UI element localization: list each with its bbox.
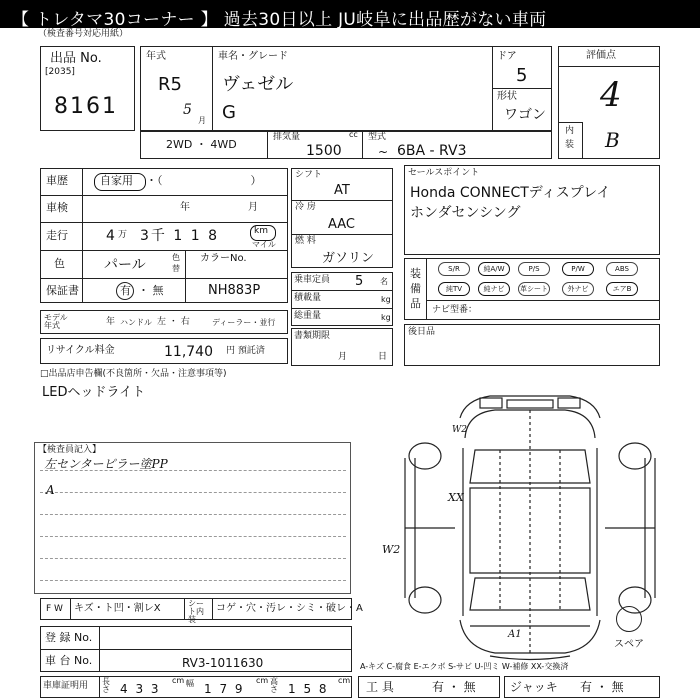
hgt-label: 高さ — [270, 677, 278, 694]
era: R5 — [158, 74, 182, 95]
capacity-label: 乗車定員 — [294, 275, 331, 285]
cm-1: cm — [172, 676, 185, 685]
color-change-1: 色 — [172, 253, 180, 262]
damage-w2-side: W2 — [382, 543, 401, 556]
warranty-rest: ・ 無 — [138, 284, 164, 297]
equip-label-3: 品 — [410, 297, 421, 310]
score-label: 評価点 — [586, 50, 616, 61]
weight-label: 総重量 — [294, 311, 322, 321]
fuel-label: 燃 料 — [295, 236, 316, 246]
mileage-label: 走行 — [46, 229, 68, 242]
shift: AT — [334, 183, 350, 198]
wid-label: 幅 — [186, 679, 194, 688]
len-label: 長さ — [102, 677, 110, 694]
equipment-item: エアB — [606, 282, 638, 296]
displacement: 1500 — [306, 143, 342, 159]
inspector-label: 【検査員記入】 — [38, 445, 102, 455]
lot-label: 出品 No. — [50, 51, 102, 66]
tools-value: 有 ・ 無 — [432, 680, 476, 694]
fuel: ガソリン — [322, 251, 375, 266]
later-label: 後日品 — [408, 327, 436, 337]
history-label: 車歴 — [46, 174, 68, 187]
score: 4 — [600, 75, 622, 115]
capacity: 5 — [355, 274, 364, 289]
model: 6BA - RV3 — [397, 143, 467, 159]
load-label: 積載量 — [294, 293, 322, 303]
month-value: 5 — [183, 102, 192, 118]
inspection-year-unit: 年 — [180, 202, 190, 213]
year-label: 年式 — [146, 51, 166, 62]
shape: ワゴン — [504, 107, 546, 123]
cm-3: cm — [338, 676, 351, 685]
warranty-label: 保証書 — [46, 284, 79, 297]
inspection-month-unit: 月 — [248, 202, 258, 213]
weight-unit: kg — [381, 313, 391, 322]
month-unit: 月 — [198, 116, 206, 125]
inspector-line-2: A — [46, 483, 55, 497]
color-no: NH883P — [208, 283, 261, 298]
sales-label: セールスポイント — [408, 168, 480, 178]
handle: 左 ・ 右 — [157, 317, 190, 327]
wid-value: 1 7 9 — [204, 682, 245, 696]
seat-label: シート内装 — [188, 599, 204, 624]
name-label: 車名・グレード — [218, 51, 288, 62]
cert-label: 車庫証明用 — [43, 681, 89, 691]
grade: G — [222, 102, 236, 123]
inspector-line-1: 左センターピラー塗PP — [44, 457, 168, 471]
hgt-value: 1 5 8 — [288, 682, 329, 696]
ac: AAC — [328, 217, 355, 232]
cm-2: cm — [256, 676, 269, 685]
equipment-item: S/R — [438, 262, 470, 276]
car-name: ヴェゼル — [222, 74, 294, 95]
color-label: 色 — [54, 257, 65, 270]
damage-legend: A-キズ C-腐食 E-エクボ S-サビ U-凹ミ W-補修 XX-交換済 — [360, 662, 569, 671]
recycle-unit: 円 預託済 — [226, 346, 265, 356]
banner-text: 【 トレタマ30コーナー 】 過去30日以上 JU岐阜に出品歴がない車両 — [12, 10, 547, 30]
equip-label-2: 備 — [410, 282, 421, 295]
handle-label: ハンドル — [120, 318, 152, 327]
jack-label: ジャッキ — [510, 680, 558, 694]
mile-unit: マイル — [252, 240, 276, 249]
sub-note: （検査番号対応用紙） — [38, 29, 129, 39]
man-unit: 万 — [118, 230, 128, 240]
notes: LEDヘッドライト — [42, 385, 146, 400]
capacity-unit: 名 — [380, 277, 388, 286]
lot-small: [2035] — [45, 67, 75, 77]
model-year-label: モデル年式 — [44, 313, 68, 330]
interior-score: B — [605, 128, 620, 152]
equipment-item: 純ナビ — [478, 282, 510, 296]
ac-label: 冷 房 — [295, 202, 316, 212]
reg-label: 登 録 No. — [45, 631, 93, 644]
damage-a1: A1 — [508, 629, 522, 640]
model-label: 型式 — [368, 132, 387, 142]
inspection-label: 車検 — [46, 201, 68, 214]
sales-point-1: Honda CONNECTディスプレイ — [410, 185, 611, 201]
shaken-label: 書類期限 — [294, 331, 331, 341]
dealer-label: ディーラー・並行 — [212, 318, 276, 327]
spare-tire-icon — [616, 606, 642, 632]
notes-label: □出品店申告欄(不良箇所・欠品・注意事項等) — [40, 369, 227, 379]
navi-label: ナビ型番： — [432, 305, 478, 315]
interior-label-1: 内 — [565, 126, 575, 136]
seat-text: コゲ・穴・汚レ・シミ・破レ・A — [216, 603, 363, 614]
lot-number: 8161 — [54, 94, 118, 119]
km-unit: km — [254, 226, 268, 236]
interior-label-2: 装 — [565, 140, 575, 150]
chassis-no: RV3-1011630 — [182, 656, 264, 670]
model-year-unit: 年 — [106, 317, 116, 327]
equipment-item: 純TV — [438, 282, 470, 296]
recycle-amount: 11,740 — [164, 344, 213, 360]
spare-label: スペア — [614, 639, 644, 650]
cc-unit: cc — [349, 130, 358, 139]
color-change-2: 替 — [172, 264, 180, 273]
chassis-label: 車 台 No. — [45, 654, 93, 667]
warranty-yes: 有 — [120, 284, 131, 297]
shape-label: 形状 — [497, 91, 517, 102]
drive: 2WD ・ 4WD — [166, 138, 237, 151]
disp-label: 排気量 — [273, 132, 301, 142]
load-unit: kg — [381, 295, 391, 304]
jack-value: 有 ・ 無 — [580, 680, 624, 694]
equip-label-1: 装 — [410, 267, 421, 280]
doors: 5 — [516, 65, 528, 86]
mileage-rest: 3千 1 1 8 — [140, 228, 219, 244]
later-box — [404, 324, 660, 366]
color-no-label: カラーNo. — [200, 253, 247, 264]
damage-xx: XX — [448, 491, 464, 504]
shaken-day-unit: 日 — [378, 352, 388, 362]
shaken-month-unit: 月 — [338, 352, 348, 362]
fw-label: F W — [46, 604, 63, 614]
fw-text: キズ・ト凹・割レX — [74, 603, 161, 614]
model-prefix: ~ — [378, 145, 389, 159]
equipment-item: 外ナビ — [562, 282, 594, 296]
recycle-label: リサイクル料金 — [46, 345, 115, 356]
len-value: 4 3 3 — [120, 682, 161, 696]
history: 自家用 — [100, 174, 133, 187]
history-rest: ・（ ） — [146, 174, 262, 187]
equipment-item: P/W — [562, 262, 594, 276]
damage-w2-upper: W2 — [452, 425, 467, 435]
tools-label: 工 具 — [366, 680, 394, 694]
mileage-man: 4 — [106, 228, 115, 244]
sales-point-2: ホンダセンシング — [410, 205, 521, 221]
equipment-item: 革シート — [518, 282, 550, 296]
equipment-item: 純A/W — [478, 262, 510, 276]
equipment-item: P/S — [518, 262, 550, 276]
door-label: ドア — [497, 51, 517, 62]
equipment-item: ABS — [606, 262, 638, 276]
top-banner — [0, 0, 700, 28]
color: パール — [104, 257, 146, 273]
shift-label: シフト — [295, 170, 323, 180]
